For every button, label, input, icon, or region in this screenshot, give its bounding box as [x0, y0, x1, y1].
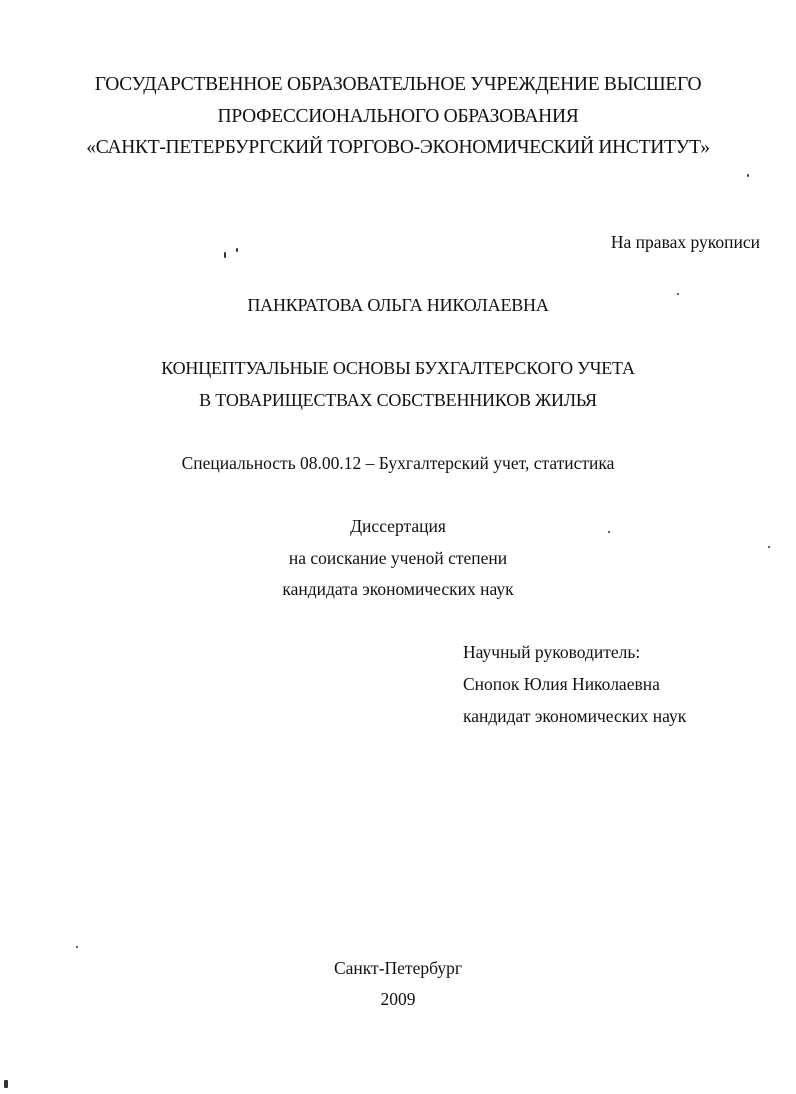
specialty: Специальность 08.00.12 – Бухгалтерский учет, статистика [181, 453, 615, 473]
supervisor-name: Снопок Юлия Николаевна [463, 674, 660, 694]
degree-line-2: на соискание ученой степени [288, 548, 508, 568]
scan-speck [608, 531, 610, 533]
degree-line-3: кандидата экономических наук [282, 579, 514, 599]
title-line-1: КОНЦЕПТУАЛЬНЫЕ ОСНОВЫ БУХГАЛТЕРСКОГО УЧЕТА [161, 358, 635, 378]
footer-city: Санкт-Петербург [333, 958, 463, 978]
scan-speck [768, 546, 770, 548]
author-name: ПАНКРАТОВА ОЛЬГА НИКОЛАЕВНА [247, 295, 549, 315]
institution-line-1: ГОСУДАРСТВЕННОЕ ОБРАЗОВАТЕЛЬНОЕ УЧРЕЖДЕНИЕ ВЫСШЕГО [94, 74, 702, 95]
institution-line-3: «САНКТ-ПЕТЕРБУРГСКИЙ ТОРГОВО-ЭКОНОМИЧЕСКИЙ ИНСТИТУТ» [86, 137, 710, 158]
institution-line-2: ПРОФЕССИОНАЛЬНОГО ОБРАЗОВАНИЯ [217, 106, 579, 127]
scan-speck [4, 1080, 8, 1088]
degree-line-1: Диссертация [350, 516, 446, 536]
scan-speck [76, 946, 78, 948]
scan-speck [236, 248, 238, 252]
scan-speck [224, 252, 226, 258]
manuscript-note: На правах рукописи [610, 232, 760, 252]
scan-speck [747, 174, 749, 177]
title-line-2: В ТОВАРИЩЕСТВАХ СОБСТВЕННИКОВ ЖИЛЬЯ [199, 390, 597, 410]
footer-year: 2009 [380, 989, 416, 1009]
supervisor-degree: кандидат экономических наук [463, 706, 687, 726]
supervisor-label: Научный руководитель: [463, 642, 641, 662]
scan-speck [677, 293, 679, 295]
